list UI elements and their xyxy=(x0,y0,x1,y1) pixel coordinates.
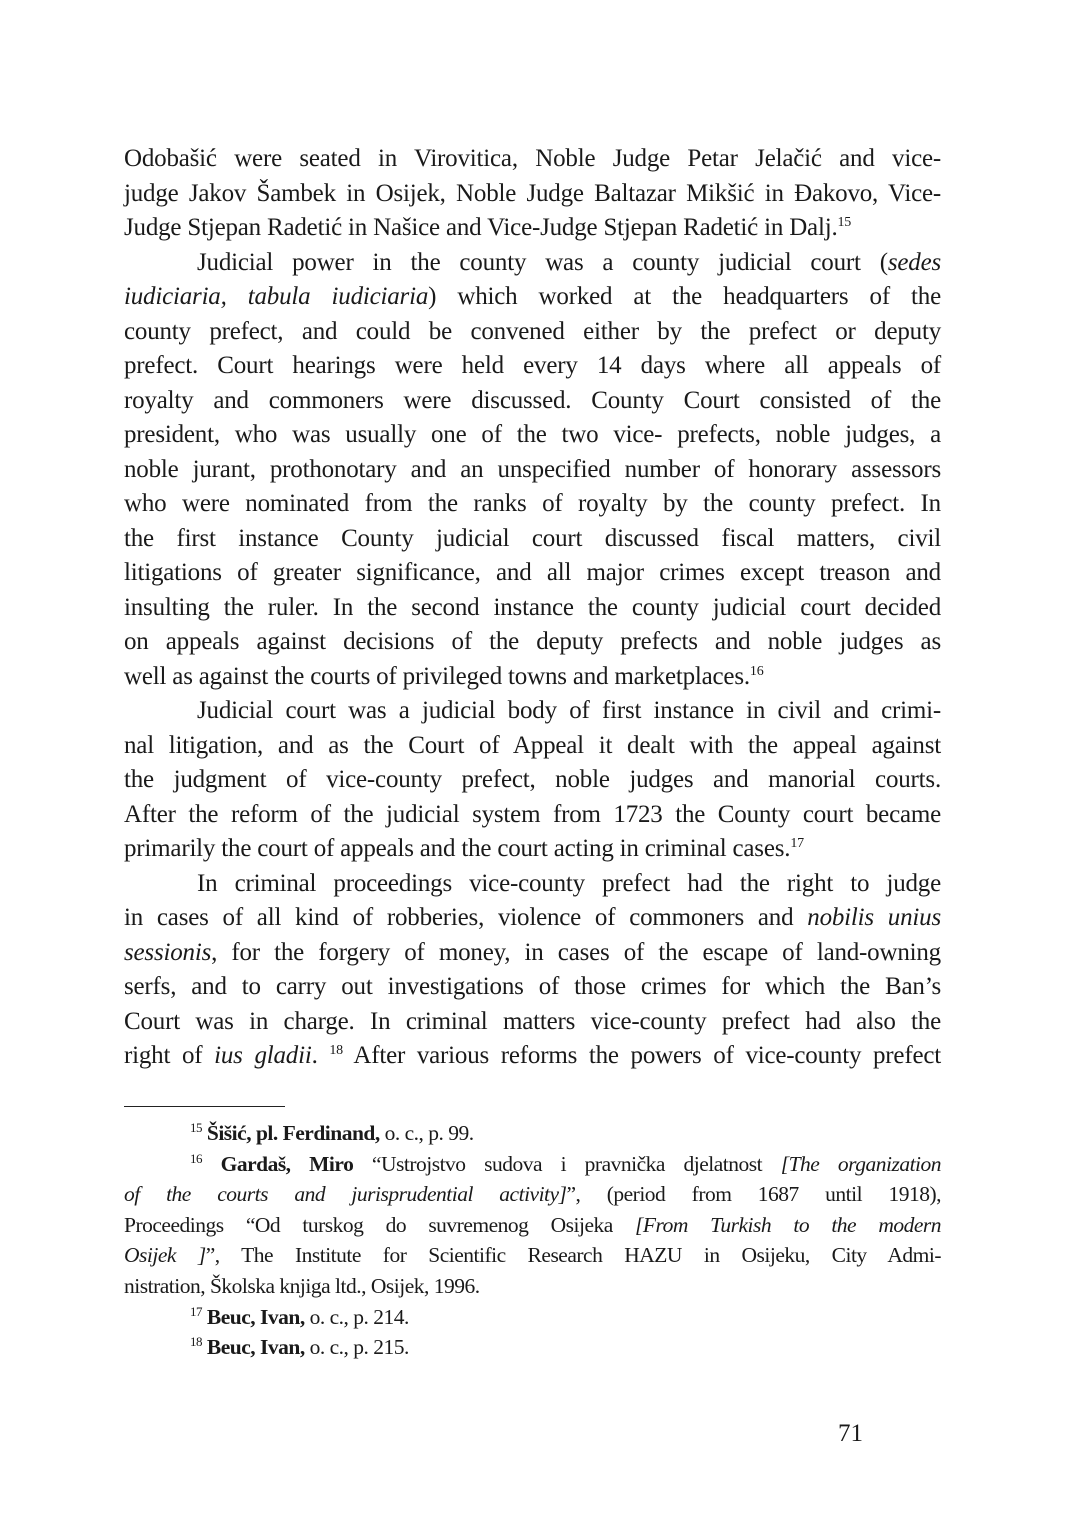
body-line xyxy=(124,660,941,695)
text-segment: Judge Stjepan Radetić in Našice and Vice-Judge Stjepan Radetić in Dalj. xyxy=(124,214,838,241)
author-name: Šišić, pl. Ferdinand, xyxy=(206,1121,380,1145)
footnote-line xyxy=(124,1302,941,1333)
page-number: 71 xyxy=(838,1420,863,1447)
text-segment: noble jurant, prothonotary and an unspecified number of honorary assessors xyxy=(124,455,941,483)
body-line xyxy=(124,142,941,177)
text-segment: Judicial court was a judicial body of first instance in civil and crimi- xyxy=(197,697,941,724)
footnote-line xyxy=(124,1210,941,1241)
text-segment: [From Turkish to the modern xyxy=(635,1212,942,1237)
text-segment: on appeals against decisions of the deputy prefects and noble judges as xyxy=(124,628,941,655)
body-line xyxy=(124,522,941,557)
text-segment: o. c., p. 215. xyxy=(304,1335,409,1360)
body-line xyxy=(124,1039,941,1074)
text-segment: royalty and commoners were discussed. County Court consisted of the xyxy=(124,386,941,414)
text-segment: Judicial power in the county was a county judicial court ( xyxy=(197,248,888,276)
text-segment: serfs, and to carry out investigations of those crimes for which the Ban’s xyxy=(124,973,941,1000)
text-segment: of the courts and jurisprudential activity] xyxy=(124,1182,567,1207)
body-line xyxy=(124,349,941,384)
text-segment: judge Jakov Šambek in Osijek, Noble Judge Baltazar Mikšić in Đakovo, Vice- xyxy=(124,179,941,207)
text-segment: nal litigation, and as the Court of Appeal it dealt with the appeal against xyxy=(124,731,941,759)
text-segment: prefect. Court hearings were held every 14 days where all appeals of xyxy=(124,352,941,379)
body-line xyxy=(124,694,941,729)
body-line xyxy=(124,453,941,488)
footnote-ref: 15 xyxy=(190,1120,202,1135)
body-text xyxy=(124,142,941,1074)
footnote-ref: 15 xyxy=(837,215,852,230)
text-segment: who were nominated from the ranks of royalty by the county prefect. In xyxy=(124,490,941,517)
footnote-ref: 17 xyxy=(190,1303,202,1319)
text-segment: ”, (period from 1687 until 1918), xyxy=(566,1182,941,1207)
body-line xyxy=(124,936,941,971)
text-segment: well as against the courts of privileged towns and marketplaces. xyxy=(124,662,750,690)
text-segment: o. c., p. 214. xyxy=(304,1304,409,1329)
text-segment: the judgment of vice-county prefect, noble judges and manorial courts. xyxy=(124,766,941,793)
text-segment: In criminal proceedings vice-county prefect had the right to judge xyxy=(197,869,941,897)
footnote-line xyxy=(124,1118,941,1149)
footnote-ref: 16 xyxy=(190,1150,202,1166)
text-segment: After various reforms the powers of vice-county prefect xyxy=(342,1042,941,1069)
body-line xyxy=(124,867,941,902)
body-line xyxy=(124,556,941,591)
body-line xyxy=(124,832,941,867)
author-name: Beuc, Ivan, xyxy=(206,1335,305,1360)
body-line xyxy=(124,970,941,1005)
text-segment: insulting the ruler. In the second instance the county judicial court decided xyxy=(124,593,941,621)
footnote-rule xyxy=(124,1106,285,1107)
text-segment: [The organization xyxy=(780,1151,942,1176)
text-segment: president, who was usually one of the two vice- prefects, noble judges, a xyxy=(124,421,941,448)
body-line xyxy=(124,384,941,419)
text-segment: , for the forgery of money, in cases of the escape of land-owning xyxy=(211,938,941,966)
footnote-line xyxy=(124,1332,941,1363)
footnotes xyxy=(124,1118,941,1363)
footnote-line xyxy=(124,1149,941,1180)
footnote-ref: 18 xyxy=(329,1043,343,1058)
body-line xyxy=(124,418,941,453)
text-segment: Odobašić were seated in Virovitica, Noble Judge Petar Jelačić and vice- xyxy=(124,145,941,172)
text-segment: o. c., p. 99. xyxy=(379,1121,474,1145)
body-line xyxy=(124,901,941,936)
body-line xyxy=(124,487,941,522)
text-segment: Court was in charge. In criminal matters vice-county prefect had also the xyxy=(124,1007,941,1035)
text-segment xyxy=(202,1152,221,1176)
body-line xyxy=(124,729,941,764)
body-line xyxy=(124,625,941,660)
text-segment: Osijek ] xyxy=(124,1243,206,1268)
text-segment: “Ustrojstvo sudova i pravnička djelatnost xyxy=(353,1151,781,1176)
author-name: Gardaš, Miro xyxy=(220,1151,354,1176)
text-segment: Proceedings “Od turskog do suvremenog Osijeka xyxy=(124,1212,636,1237)
text-segment: ius gladii xyxy=(214,1042,312,1069)
text-segment: After the reform of the judicial system from 1723 the County court became xyxy=(124,800,941,828)
body-line xyxy=(124,1005,941,1040)
text-segment: iudiciaria, tabula iudiciaria xyxy=(124,283,429,310)
body-line xyxy=(124,591,941,626)
text-segment: county prefect, and could be convened either by the prefect or deputy xyxy=(124,317,941,345)
body-line xyxy=(124,280,941,315)
footnote-ref: 17 xyxy=(790,836,804,851)
text-segment: in cases of all kind of robberies, violence of commoners and xyxy=(124,904,808,931)
text-segment: nobilis unius xyxy=(807,904,941,931)
body-line xyxy=(124,798,941,833)
text-segment: . xyxy=(311,1042,330,1069)
text-segment: primarily the court of appeals and the court acting in criminal cases. xyxy=(124,835,791,862)
body-line xyxy=(124,211,941,246)
text-segment: litigations of greater significance, and all major crimes except treason and xyxy=(124,559,941,586)
author-name: Beuc, Ivan, xyxy=(206,1304,305,1329)
text-segment: sedes xyxy=(887,248,941,276)
body-line xyxy=(124,315,941,350)
text-segment: the first instance County judicial court discussed fiscal matters, civil xyxy=(124,524,941,552)
footnote-ref: 18 xyxy=(190,1334,202,1350)
text-segment: nistration, Školska knjiga ltd., Osijek, 1996. xyxy=(124,1273,480,1298)
body-line xyxy=(124,246,941,281)
text-segment: sessionis xyxy=(124,938,212,966)
text-segment: ”, The Institute for Scientific Research HAZU in Osijeku, City Admi- xyxy=(205,1243,942,1268)
footnote-line xyxy=(124,1240,941,1271)
footnote-line xyxy=(124,1179,941,1210)
text-segment: right of xyxy=(124,1042,215,1069)
text-segment: ) which worked at the headquarters of the xyxy=(428,283,942,310)
footnote-line xyxy=(124,1271,941,1302)
body-line xyxy=(124,763,941,798)
body-line xyxy=(124,177,941,212)
footnote-ref: 16 xyxy=(749,663,764,679)
